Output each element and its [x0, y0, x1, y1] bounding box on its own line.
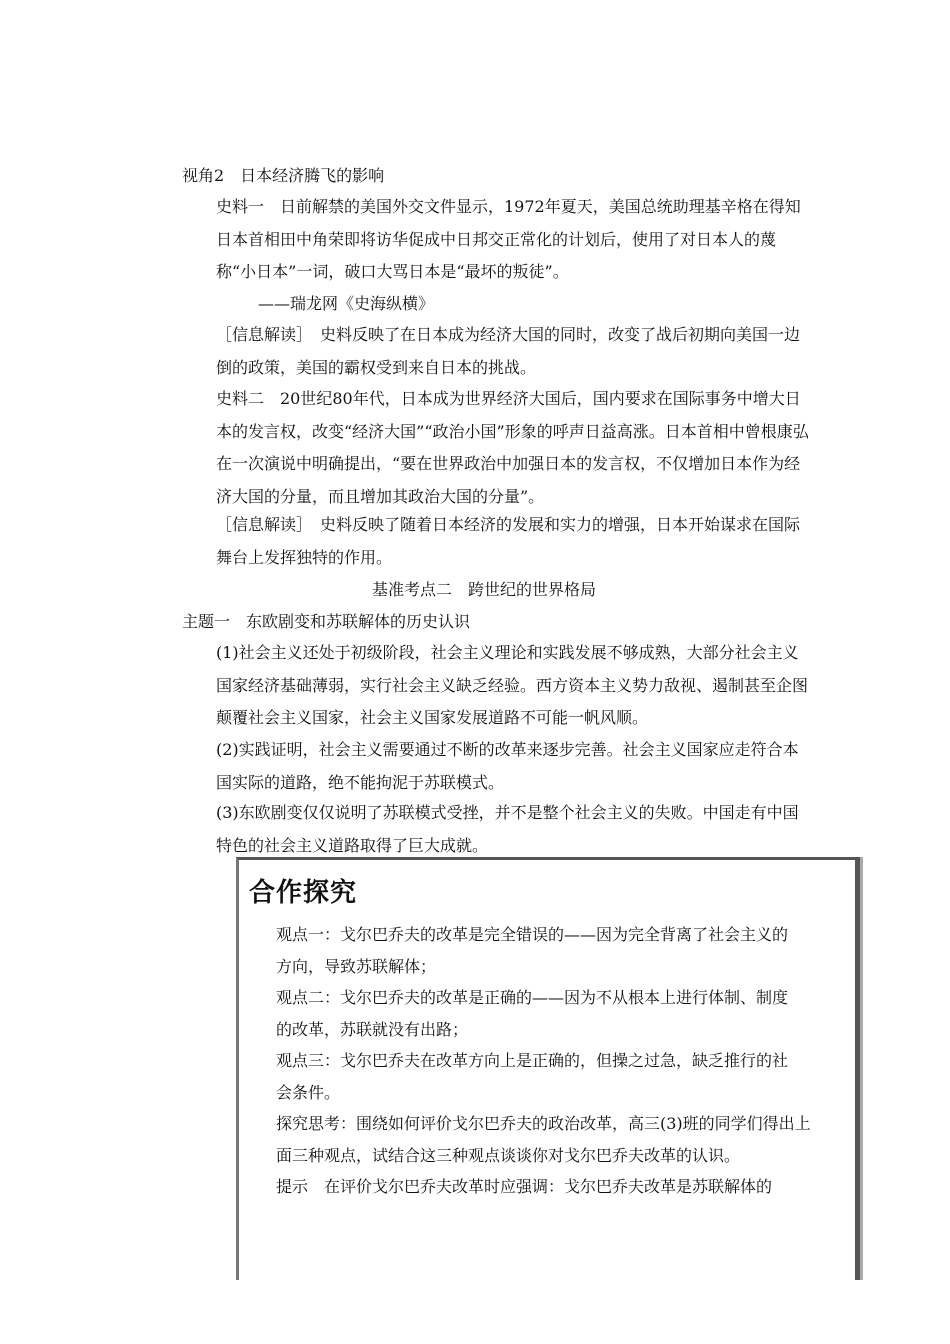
interpretation-two-paragraph: ［信息解读］ 史料反映了随着日本经济的发展和实力的增强，日本开始谋求在国际舞台上发挥独特的作用。: [216, 515, 801, 567]
view-three-paragraph: 观点三：戈尔巴乔夫在改革方向上是正确的，但操之过急，缺乏推行的社会条件。: [276, 1051, 789, 1102]
section-title: 基准考点二 跨世纪的世界格局: [372, 580, 597, 599]
view-one-paragraph: 观点一：戈尔巴乔夫的改革是完全错误的——因为完全背离了社会主义的方向，导致苏联解体；: [276, 925, 789, 976]
source-one-citation: ——瑞龙网《史海纵横》: [258, 294, 435, 313]
interpretation-one-paragraph: ［信息解读］ 史料反映了在日本成为经济大国的同时，改变了战后初期向美国一边倒的政策，美国的霸权受到来自日本的挑战。: [216, 325, 801, 377]
inquiry-question-paragraph: 探究思考：围绕如何评价戈尔巴乔夫的政治改革，高三(3)班的同学们得出上面三种观点，试结合这三种观点谈谈你对戈尔巴乔夫改革的认识。: [276, 1114, 811, 1165]
view-two-paragraph: 观点二：戈尔巴乔夫的改革是正确的——因为不从根本上进行体制、制度的改革，苏联就没有出路；: [276, 988, 789, 1039]
point-two-paragraph: (2)实践证明，社会主义需要通过不断的改革来逐步完善。社会主义国家应走符合本国实际的道路，绝不能拘泥于苏联模式。: [216, 740, 799, 792]
cooperation-inquiry-box: [236, 857, 860, 1280]
cooperation-inquiry-title: 合作探究: [249, 878, 358, 908]
source-two-paragraph: 史料二 20世纪80年代，日本成为世界经济大国后，国内要求在国际事务中增大日本的发言权，改变“经济大国”“政治小国”形象的呼声日益高涨。日本首相中曾根康弘在一次演说中明确提出，“要在世界政治中加强日本的发言权，不仅增加日本作为经济大国的分量，而且增加其政治大国的分量”。: [216, 389, 809, 506]
perspective-heading: 视角2 日本经济腾飞的影响: [182, 166, 385, 185]
theme-one-heading: 主题一 东欧剧变和苏联解体的历史认识: [182, 612, 471, 631]
source-one-paragraph: 史料一 日前解禁的美国外交文件显示，1972年夏天，美国总统助理基辛格在得知日本首相田中角荣即将访华促成中日邦交正常化的计划后，使用了对日本人的蔑称“小日本”一词，破口大骂日本是“最坏的叛徒”。: [216, 197, 801, 281]
hint-paragraph: 提示 在评价戈尔巴乔夫改革时应强调：戈尔巴乔夫改革是苏联解体的: [276, 1177, 773, 1196]
point-three-paragraph: (3)东欧剧变仅仅说明了苏联模式受挫，并不是整个社会主义的失败。中国走有中国特色的社会主义道路取得了巨大成就。: [216, 803, 799, 855]
point-one-paragraph: (1)社会主义还处于初级阶段，社会主义理论和实践发展不够成熟，大部分社会主义国家经济基础薄弱，实行社会主义缺乏经验。西方资本主义势力敌视、遏制甚至企图颠覆社会主义国家，社会主义国家发展道路不可能一帆风顺。: [216, 643, 809, 727]
